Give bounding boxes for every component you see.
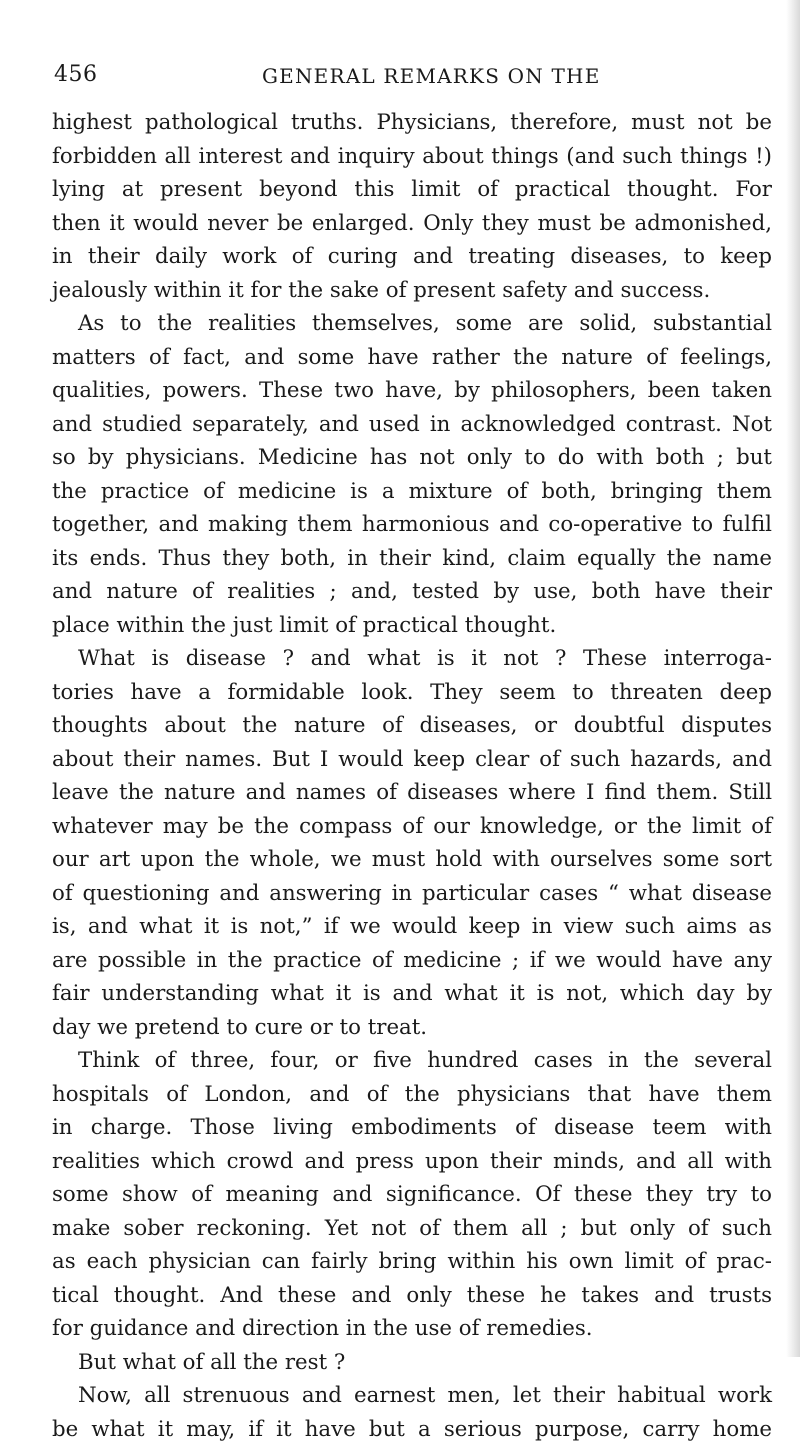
text-line: whatever may be the compass of our knowledge, or the limit of bbox=[52, 810, 772, 844]
running-head: GENERAL REMARKS ON THE bbox=[262, 64, 601, 88]
page-edge-shadow bbox=[786, 0, 800, 1357]
body-text bbox=[52, 106, 772, 1446]
text-line: for guidance and direction in the use of remedies. bbox=[52, 1312, 772, 1346]
text-line: its ends. Thus they both, in their kind, claim equally the name bbox=[52, 542, 772, 576]
text-line: tories have a formidable look. They seem to threaten deep bbox=[52, 676, 772, 710]
text-line: thoughts about the nature of diseases, or doubtful disputes bbox=[52, 709, 772, 743]
page-header bbox=[52, 56, 772, 96]
text-line: and nature of realities ; and, tested by use, both have their bbox=[52, 575, 772, 609]
text-line: as each physician can fairly bring within his own limit of prac- bbox=[52, 1245, 772, 1279]
text-line: But what of all the rest ? bbox=[52, 1346, 772, 1380]
text-line: What is disease ? and what is it not ? These interroga- bbox=[52, 642, 772, 676]
page-number: 456 bbox=[54, 62, 98, 87]
text-line: qualities, powers. These two have, by philosophers, been taken bbox=[52, 374, 772, 408]
text-line: tical thought. And these and only these he takes and trusts bbox=[52, 1279, 772, 1313]
text-line: some show of meaning and significance. Of these they try to bbox=[52, 1178, 772, 1212]
text-line: Now, all strenuous and earnest men, let their habitual work bbox=[52, 1379, 772, 1413]
text-line: Think of three, four, or five hundred cases in the several bbox=[52, 1044, 772, 1078]
text-line: lying at present beyond this limit of practical thought. For bbox=[52, 173, 772, 207]
text-line: As to the realities themselves, some are solid, substantial bbox=[52, 307, 772, 341]
text-line: matters of fact, and some have rather the nature of feelings, bbox=[52, 341, 772, 375]
text-line: realities which crowd and press upon their minds, and all with bbox=[52, 1145, 772, 1179]
text-line: together, and making them harmonious and co-operative to fulfil bbox=[52, 508, 772, 542]
text-line: be what it may, if it have but a serious purpose, carry home bbox=[52, 1413, 772, 1446]
text-line: is, and what it is not,” if we would keep in view such aims as bbox=[52, 910, 772, 944]
text-line: leave the nature and names of diseases where I find them. Still bbox=[52, 776, 772, 810]
text-line: in charge. Those living embodiments of disease teem with bbox=[52, 1111, 772, 1145]
text-line: the practice of medicine is a mixture of both, bringing them bbox=[52, 475, 772, 509]
text-line: fair understanding what it is and what it is not, which day by bbox=[52, 977, 772, 1011]
text-line: are possible in the practice of medicine ; if we would have any bbox=[52, 944, 772, 978]
text-line: then it would never be enlarged. Only they must be admonished, bbox=[52, 207, 772, 241]
book-page bbox=[52, 56, 772, 1446]
text-line: about their names. But I would keep clear of such hazards, and bbox=[52, 743, 772, 777]
text-line: place within the just limit of practical thought. bbox=[52, 609, 772, 643]
text-line: jealously within it for the sake of present safety and success. bbox=[52, 274, 772, 308]
text-line: our art upon the whole, we must hold with ourselves some sort bbox=[52, 843, 772, 877]
text-line: in their daily work of curing and treating diseases, to keep bbox=[52, 240, 772, 274]
text-line: so by physicians. Medicine has not only to do with both ; but bbox=[52, 441, 772, 475]
text-line: day we pretend to cure or to treat. bbox=[52, 1011, 772, 1045]
text-line: make sober reckoning. Yet not of them all ; but only of such bbox=[52, 1212, 772, 1246]
text-line: of questioning and answering in particular cases “ what disease bbox=[52, 877, 772, 911]
text-line: hospitals of London, and of the physicians that have them bbox=[52, 1078, 772, 1112]
text-line: forbidden all interest and inquiry about things (and such things !) bbox=[52, 140, 772, 174]
text-line: highest pathological truths. Physicians, therefore, must not be bbox=[52, 106, 772, 140]
text-line: and studied separately, and used in acknowledged contrast. Not bbox=[52, 408, 772, 442]
